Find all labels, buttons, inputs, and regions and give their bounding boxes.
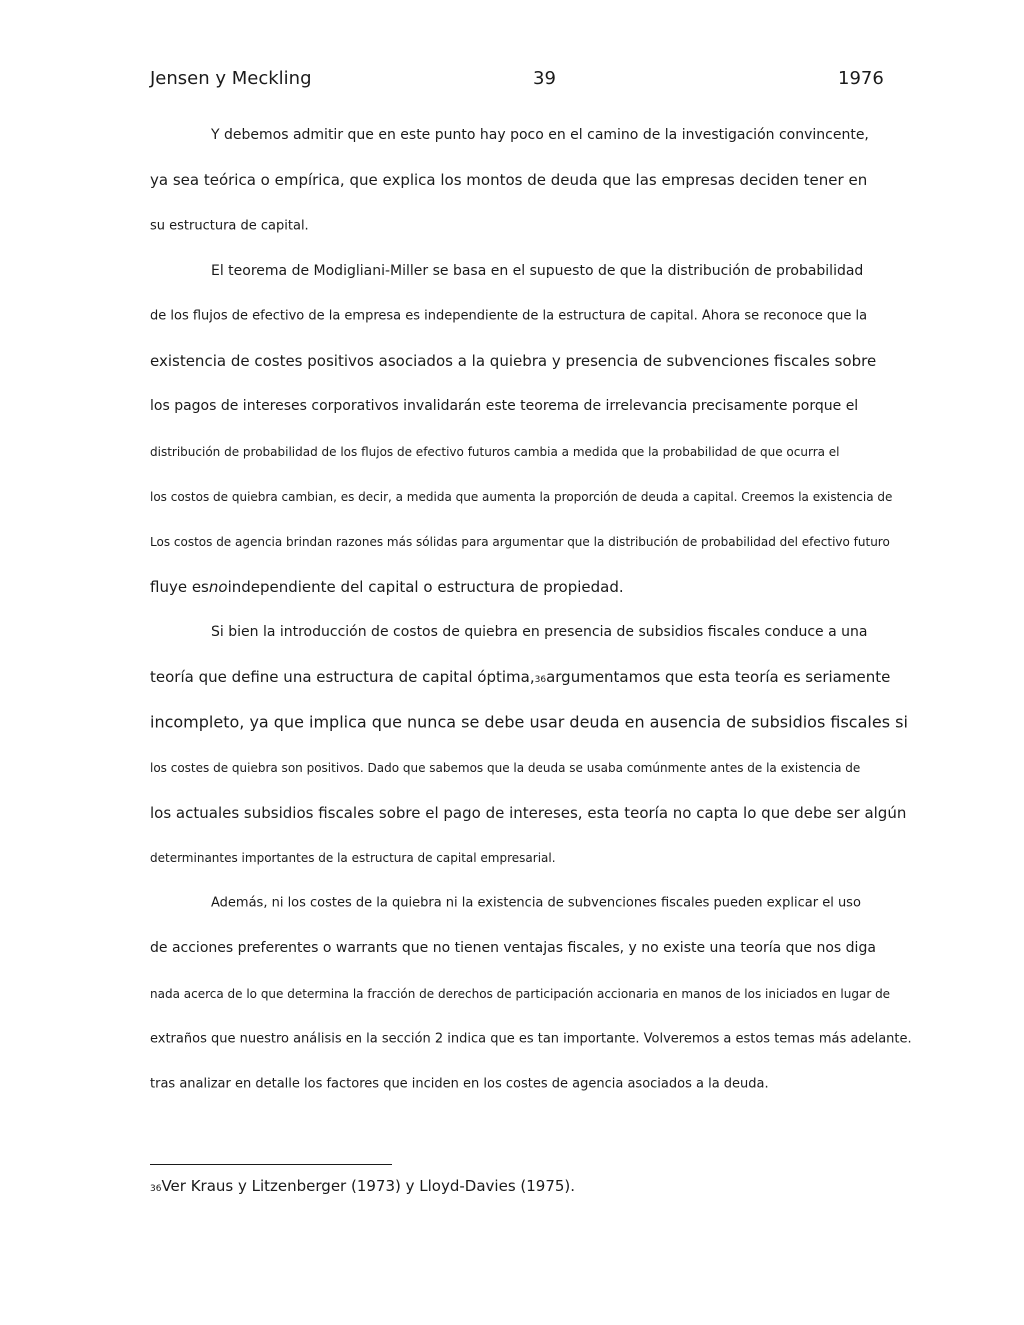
footnote-divider [150, 1164, 392, 1165]
paragraph-2-line-8 [150, 578, 624, 596]
paragraph-1-line-1: Y debemos admitir que en este punto hay poco en el camino de la investigación convincente, [211, 127, 869, 143]
running-header-year: 1976 [838, 68, 884, 89]
footnote-36 [150, 1177, 575, 1195]
paragraph-2-line-4: los pagos de intereses corporativos invalidarán este teorema de irrelevancia precisamente porque el [150, 398, 859, 414]
emphasis-no: no [208, 578, 228, 596]
paragraph-2-line-1: El teorema de Modigliani-Miller se basa en el supuesto de que la distribución de probabilidad [211, 263, 864, 279]
line-segment: independiente del capital o estructura de propiedad. [227, 578, 624, 596]
paragraph-3-line-6: determinantes importantes de la estructura de capital empresarial. [150, 851, 556, 865]
paragraph-3-line-4: los costes de quiebra son positivos. Dado que sabemos que la deuda se usaba comúnmente antes de la existencia de [150, 761, 861, 775]
paragraph-4-line-3: nada acerca de lo que determina la fracción de derechos de participación accionaria en manos de los iniciados en lugar de [150, 987, 891, 1001]
paragraph-2-line-2: de los flujos de efectivo de la empresa es independiente de la estructura de capital. Ahora se reconoce que la [150, 308, 868, 324]
footnote-text: Ver Kraus y Litzenberger (1973) y Lloyd-Davies (1975). [161, 1177, 576, 1195]
line-segment: teoría que define una estructura de capital óptima, [150, 668, 535, 686]
paragraph-3-line-3: incompleto, ya que implica que nunca se debe usar deuda en ausencia de subsidios fiscales si [150, 712, 908, 732]
paragraph-2-line-5: distribución de probabilidad de los flujos de efectivo futuros cambia a medida que la probabilidad de que ocurra el [150, 445, 840, 459]
paragraph-4-line-4: extraños que nuestro análisis en la sección 2 indica que es tan importante. Volveremos a estos temas más adelante. [150, 1031, 912, 1047]
line-segment: fluye es [150, 578, 209, 596]
paragraph-2-line-3: existencia de costes positivos asociados a la quiebra y presencia de subvenciones fiscales sobre [150, 352, 877, 370]
footnote-reference-36[interactable]: 36 [534, 675, 547, 685]
paragraph-1-line-3: su estructura de capital. [150, 218, 309, 234]
paragraph-4-line-1: Además, ni los costes de la quiebra ni la existencia de subvenciones fiscales pueden explicar el uso [211, 895, 861, 911]
paragraph-3-line-2 [150, 668, 890, 686]
paragraph-2-line-6: los costos de quiebra cambian, es decir, a medida que aumenta la proporción de deuda a capital. Creemos la existencia de [150, 490, 893, 504]
footnote-marker: 36 [150, 1184, 162, 1194]
paragraph-4-line-2: de acciones preferentes o warrants que no tienen ventajas fiscales, y no existe una teoría que nos diga [150, 940, 876, 956]
running-header-authors: Jensen y Meckling [150, 68, 312, 89]
page-number: 39 [533, 68, 556, 89]
paragraph-3-line-1: Si bien la introducción de costos de quiebra en presencia de subsidios fiscales conduce a una [211, 624, 868, 640]
paragraph-4-line-5: tras analizar en detalle los factores que inciden en los costes de agencia asociados a la deuda. [150, 1076, 769, 1092]
paragraph-2-line-7: Los costos de agencia brindan razones más sólidas para argumentar que la distribución de probabilidad del efectivo futuro [150, 535, 890, 549]
line-segment: argumentamos que esta teoría es seriamente [546, 668, 891, 686]
paragraph-3-line-5: los actuales subsidios fiscales sobre el pago de intereses, esta teoría no capta lo que debe ser algún [150, 804, 907, 822]
paragraph-1-line-2: ya sea teórica o empírica, que explica los montos de deuda que las empresas deciden tener en [150, 171, 868, 189]
